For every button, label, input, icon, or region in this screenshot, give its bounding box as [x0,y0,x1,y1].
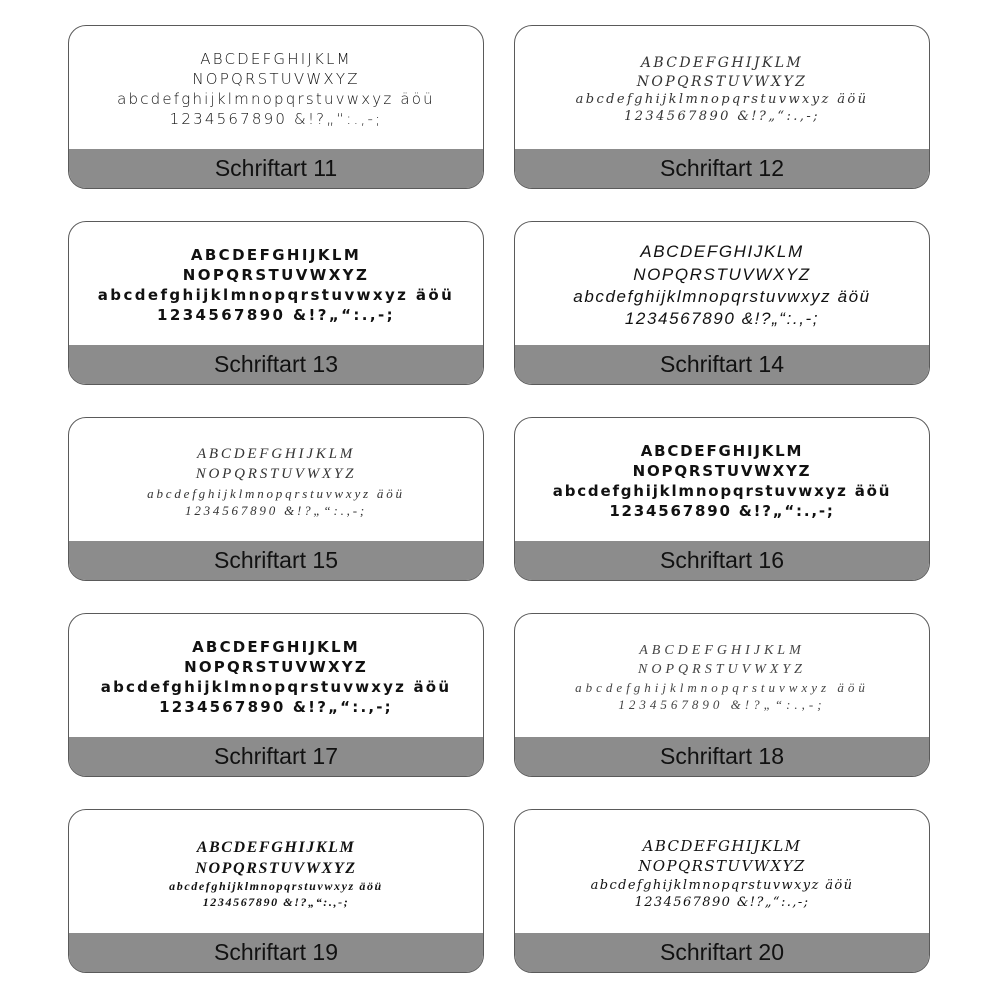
specimen-lowercase: abcdefghijklmnopqrstuvwxyz äöü [97,286,455,304]
specimen-digits-punctuation: 1234567890 &!?„“:.,-; [169,109,383,128]
specimen-uppercase-1: ABCDEFGHIJKLM [640,55,804,72]
font-card-schriftart-11[interactable] [68,25,484,189]
specimen-uppercase-1: ABCDEFGHIJKLM [196,446,356,463]
specimen-digits-punctuation: 1234567890 &!?„“:.,-; [185,502,367,518]
font-specimen [69,26,483,152]
specimen-lowercase: abcdefghijklmnopqrstuvwxyz äöü [573,287,871,306]
specimen-lowercase: abcdefghijklmnopqrstuvwxyz äöü [100,678,452,696]
specimen-lowercase: abcdefghijklmnopqrstuvwxyz äöü [147,485,405,501]
font-specimen [515,614,929,740]
font-card-schriftart-13[interactable] [68,221,484,385]
specimen-uppercase-1: ABCDEFGHIJKLM [200,50,352,69]
font-card-schriftart-20[interactable] [514,809,930,973]
specimen-uppercase-1: ABCDEFGHIJKLM [190,246,362,265]
font-specimen [69,810,483,936]
font-specimen [515,26,929,152]
specimen-digits-punctuation: 1234567890 &!?„“:.,-; [159,697,393,716]
specimen-uppercase-2: NOPQRSTUVWXYZ [638,661,806,677]
font-card-label: Schriftart 11 [69,149,483,188]
specimen-digits-punctuation: 1234567890 &!?„“:.,-; [624,109,820,125]
specimen-digits-punctuation: 1234567890 &!?„“:.,-; [624,309,820,329]
font-card-schriftart-19[interactable] [68,809,484,973]
font-card-schriftart-15[interactable] [68,417,484,581]
font-specimen [69,222,483,348]
font-card-label: Schriftart 19 [69,933,483,972]
font-card-label: Schriftart 20 [515,933,929,972]
font-card-label: Schriftart 13 [69,345,483,384]
specimen-lowercase: abcdefghijklmnopqrstuvwxyz äöü [575,680,869,696]
font-specimen [69,614,483,740]
font-card-schriftart-14[interactable] [514,221,930,385]
font-card-schriftart-18[interactable] [514,613,930,777]
font-specimen [515,418,929,544]
font-specimen [515,222,929,348]
specimen-lowercase: abcdefghijklmnopqrstuvwxyz äöü [169,879,383,894]
font-card-label: Schriftart 17 [69,737,483,776]
specimen-uppercase-1: ABCDEFGHIJKLM [192,638,360,657]
specimen-uppercase-2: NOPQRSTUVWXYZ [195,465,357,482]
specimen-lowercase: abcdefghijklmnopqrstuvwxyz äöü [552,482,892,500]
specimen-uppercase-2: NOPQRSTUVWXYZ [192,70,360,89]
specimen-uppercase-1: ABCDEFGHIJKLM [642,837,802,856]
specimen-uppercase-2: NOPQRSTUVWXYZ [195,860,357,878]
specimen-digits-punctuation: 1234567890 &!?„“:.,-; [609,501,835,520]
font-card-label: Schriftart 18 [515,737,929,776]
specimen-uppercase-2: NOPQRSTUVWXYZ [636,73,808,90]
specimen-uppercase-1: ABCDEFGHIJKLM [639,643,805,659]
font-card-schriftart-12[interactable] [514,25,930,189]
specimen-digits-punctuation: 1234567890 &!?„“:.,-; [618,697,826,713]
font-card-label: Schriftart 15 [69,541,483,580]
specimen-uppercase-2: NOPQRSTUVWXYZ [632,462,812,481]
specimen-digits-punctuation: 1234567890 &!?„“:.,-; [634,894,810,910]
font-card-label: Schriftart 16 [515,541,929,580]
font-card-label: Schriftart 14 [515,345,929,384]
specimen-digits-punctuation: 1234567890 &!?„“:.,-; [157,305,395,324]
specimen-uppercase-2: NOPQRSTUVWXYZ [182,266,370,285]
specimen-uppercase-2: NOPQRSTUVWXYZ [633,264,811,284]
specimen-uppercase-1: ABCDEFGHIJKLM [196,839,356,857]
font-specimen [515,810,929,936]
font-card-label: Schriftart 12 [515,149,929,188]
specimen-lowercase: abcdefghijklmnopqrstuvwxyz äöü [575,92,869,108]
specimen-lowercase: abcdefghijklmnopqrstuvwxyz äöü [117,90,435,108]
specimen-uppercase-1: ABCDEFGHIJKLM [640,242,804,262]
specimen-uppercase-2: NOPQRSTUVWXYZ [638,856,806,875]
specimen-lowercase: abcdefghijklmnopqrstuvwxyz äöü [590,877,854,893]
specimen-digits-punctuation: 1234567890 &!?„“:.,-; [202,895,350,910]
specimen-uppercase-2: NOPQRSTUVWXYZ [184,658,368,677]
font-card-schriftart-17[interactable] [68,613,484,777]
font-card-schriftart-16[interactable] [514,417,930,581]
specimen-uppercase-1: ABCDEFGHIJKLM [640,442,804,461]
font-specimen [69,418,483,544]
